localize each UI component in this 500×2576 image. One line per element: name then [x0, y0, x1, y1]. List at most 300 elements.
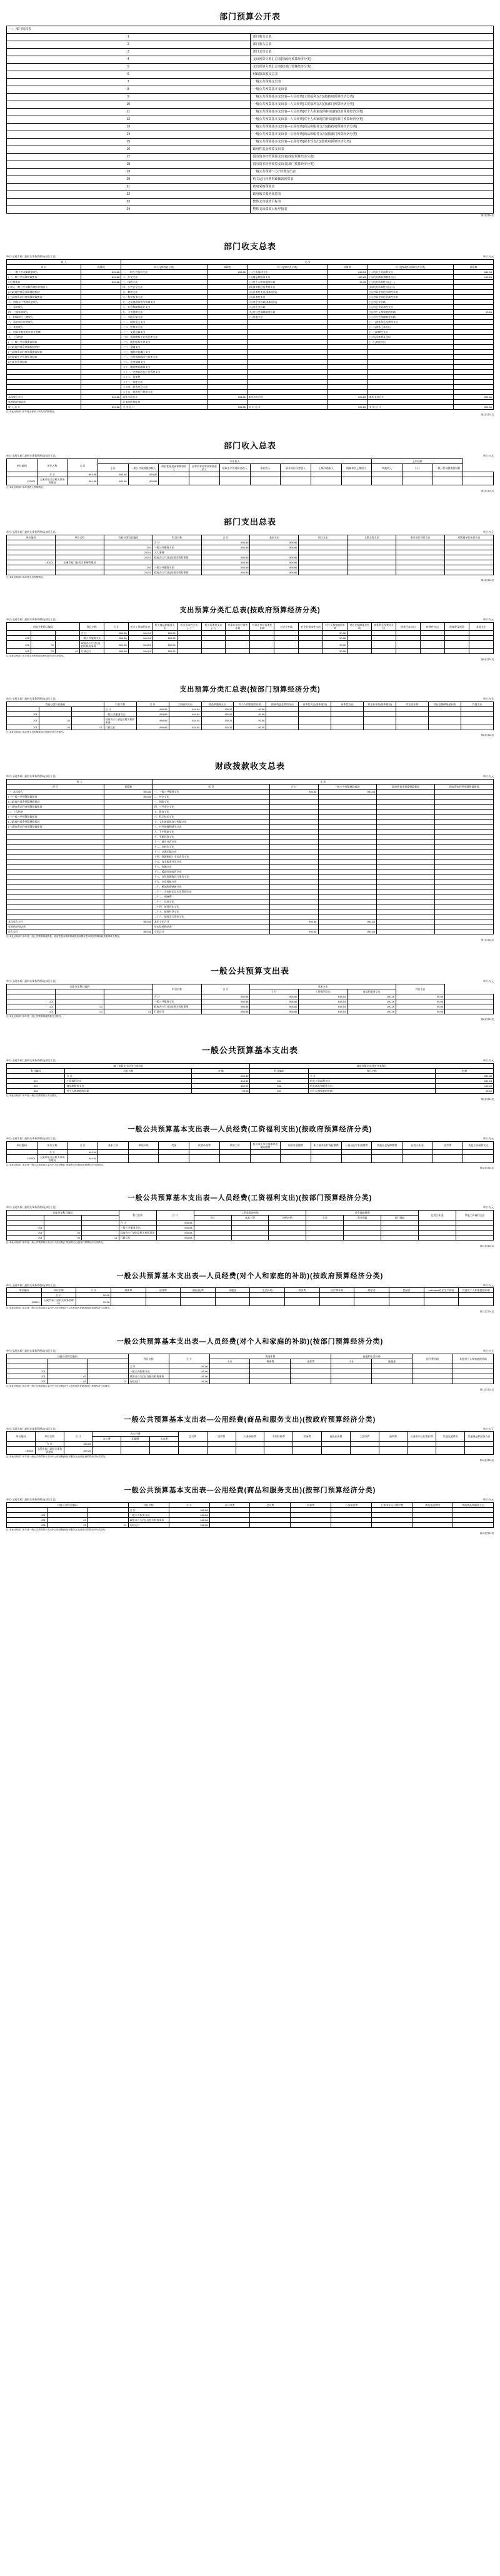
data-cell	[321, 1447, 350, 1455]
data-cell: 153001	[7, 1298, 42, 1306]
catalog-row-number: 24	[7, 206, 251, 214]
catalog-row-label[interactable]: 一般公共预算基本支出表—人员经费(工资福利支出)(按政府预算经济分类)	[250, 94, 494, 101]
data-cell	[209, 1507, 250, 1512]
table-row	[7, 999, 494, 1004]
unit-measure-t13: 单位:万元	[482, 1427, 494, 1430]
catalog-row[interactable]	[7, 161, 494, 169]
col-header: 合 计	[104, 623, 128, 631]
income-amount	[104, 810, 152, 815]
col-general-public-t6: 一般公共预算财政拨款	[318, 785, 376, 790]
gov-item: (十一)债务利息及费用支出	[368, 319, 453, 324]
empty-cell	[368, 349, 453, 354]
data-cell	[445, 550, 494, 555]
catalog-row-number: 11	[7, 109, 251, 116]
col-header: 对企业资本性支出	[299, 623, 323, 631]
catalog-row[interactable]	[7, 116, 494, 124]
data-cell: 894.86	[136, 711, 169, 716]
data-cell	[201, 641, 226, 649]
data-cell	[331, 711, 364, 716]
data-cell: 201	[7, 1512, 48, 1517]
col-header: 公务用车运行维护费	[372, 1502, 412, 1507]
gov-amount	[453, 284, 493, 289]
catalog-row[interactable]	[7, 64, 494, 71]
catalog-row-label[interactable]: 整体支出绩效目标表	[250, 199, 494, 206]
data-cell: 201	[7, 725, 39, 730]
data-cell: 894.86	[128, 472, 159, 477]
total-cell: 年初结转和结余	[7, 924, 104, 929]
col-header: 合 计	[201, 535, 250, 540]
data-cell	[88, 1517, 128, 1522]
data-cell	[452, 1369, 493, 1374]
data-cell	[291, 1369, 331, 1374]
section-spacer	[6, 1101, 494, 1117]
col-header: 医疗费补助	[319, 1288, 354, 1293]
empty-cell	[104, 879, 152, 884]
data-cell: 894.86	[250, 565, 299, 570]
col-header: 债务还本支出	[396, 623, 421, 631]
catalog-row[interactable]	[7, 94, 494, 101]
income-amount	[81, 314, 121, 319]
empty-cell	[328, 379, 368, 384]
data-cell	[299, 716, 331, 725]
catalog-row-label[interactable]: 一般公共预算基本支出表—人员经费(对个人和家庭的补助)(按政府预算经济分类)	[250, 109, 494, 116]
catalog-row-label[interactable]: 国有资本经营预算支出表(部门预算经济分类)	[250, 161, 494, 169]
expense-amount	[435, 899, 494, 904]
catalog-row[interactable]	[7, 191, 494, 199]
catalog-row-label[interactable]: 一般公共预算"三公"经费支出表	[250, 169, 494, 176]
data-cell	[71, 706, 104, 711]
expense-item: 十、节能环保支出	[152, 835, 269, 840]
table-meta-t12	[6, 1350, 494, 1353]
econ-amount	[328, 304, 368, 309]
gov-amount	[453, 299, 493, 304]
col-header: 劳务费	[293, 1432, 322, 1442]
catalog-row-label[interactable]: 一般公共预算基本支出表—公用经费(资本性支出)(按政府预算经济分类)	[250, 139, 494, 146]
income-item: 六、事业单位经营收入	[7, 319, 81, 324]
col-income-amount: 预算数	[81, 264, 121, 269]
table-row	[7, 339, 494, 344]
data-cell	[348, 545, 396, 550]
data-cell: 行政运行	[128, 1379, 169, 1384]
table-row	[7, 636, 494, 641]
expense-amount	[269, 864, 318, 869]
data-cell	[331, 725, 364, 730]
function-item: 二十四、债务付息支出	[121, 384, 207, 389]
empty-cell	[104, 884, 152, 889]
data-cell	[350, 1442, 379, 1447]
col-gov-amount: 预算数	[453, 264, 493, 269]
income-item: 一、本年收入	[7, 790, 104, 795]
data-cell: 玉溪市易门县机关事务管理局	[37, 1154, 68, 1162]
table-head-row	[7, 1141, 494, 1149]
data-cell	[445, 560, 494, 565]
table-meta-t11	[6, 1284, 494, 1287]
data-cell	[236, 1447, 264, 1455]
expense-amount	[435, 864, 494, 869]
catalog-row-number: 4	[7, 56, 251, 64]
data-cell	[396, 540, 445, 545]
catalog-row[interactable]	[7, 124, 494, 131]
col-header: 职业年金缴费	[281, 1141, 311, 1149]
data-cell	[396, 716, 429, 725]
col-gov-fund-t6: 政府性基金预算财政拨款	[377, 785, 435, 790]
total-cell	[453, 399, 493, 404]
expense-amount	[269, 899, 318, 904]
data-cell	[299, 649, 323, 654]
data-cell: 01	[55, 649, 79, 654]
table-row	[7, 379, 494, 384]
table-head-row	[7, 1432, 494, 1437]
catalog-row-number: 20	[7, 176, 251, 184]
data-cell	[341, 1154, 372, 1162]
table-page-t2: 第3页共24页	[481, 489, 494, 492]
catalog-row-label[interactable]: 一般公共预算基本支出表	[250, 86, 494, 94]
data-cell	[299, 565, 348, 570]
table-meta-t14	[6, 1499, 494, 1502]
data-cell	[331, 716, 364, 725]
data-cell	[331, 1512, 372, 1517]
income-amount: 894.86	[104, 795, 152, 800]
data-cell	[444, 636, 469, 641]
catalog-row[interactable]	[7, 49, 494, 56]
catalog-row[interactable]	[7, 169, 494, 176]
catalog-row[interactable]	[7, 34, 494, 41]
catalog-row-label[interactable]: 政府购买服务预算表	[250, 191, 494, 199]
col-header: 会议费	[178, 1432, 207, 1442]
econ-amount: 160.26	[328, 274, 368, 279]
data-cell	[348, 641, 372, 649]
data-cell	[231, 1231, 269, 1236]
data-cell	[250, 1522, 291, 1527]
table-row	[7, 914, 494, 919]
expense-amount	[435, 914, 494, 919]
data-cell: 20101	[104, 550, 152, 555]
data-cell: 644.54	[68, 1154, 98, 1162]
empty-cell	[104, 914, 152, 919]
data-cell	[293, 1447, 322, 1455]
catalog-row-label[interactable]: 一般公共预算基本支出表—公用经费(商品和服务支出)(按部门预算经济分类)	[250, 131, 494, 139]
table-row	[7, 1074, 494, 1079]
data-cell	[445, 999, 494, 1004]
table-row	[7, 864, 494, 869]
empty-cell	[247, 359, 327, 364]
table-total-row	[7, 394, 494, 399]
section-spacer	[6, 217, 494, 234]
col-header: 科目名称	[128, 1354, 169, 1364]
expense-amount	[435, 835, 494, 840]
table-row	[7, 631, 494, 636]
data-cell	[201, 649, 226, 654]
catalog-row-label[interactable]: 一般公共预算基本支出表—公用经费(商品和服务支出)(按政府预算经济分类)	[250, 124, 494, 131]
data-cell	[463, 472, 494, 477]
expense-amount	[377, 904, 435, 909]
data-cell: 644.54	[128, 649, 152, 654]
catalog-row[interactable]	[7, 56, 494, 64]
data-cell: 894.86	[98, 477, 129, 485]
data-cell	[412, 1374, 453, 1379]
expense-amount	[435, 805, 494, 810]
expense-amount	[318, 874, 376, 879]
data-cell	[7, 545, 56, 550]
data-cell	[396, 649, 421, 654]
table-page-t1: 第2页共24页	[481, 414, 494, 417]
data-cell: 一般公共服务支出	[152, 565, 201, 570]
data-cell	[55, 994, 104, 999]
expense-amount	[269, 805, 318, 810]
expense-item: 四、公共安全支出	[152, 805, 269, 810]
data-cell	[348, 565, 396, 570]
expense-amount	[435, 830, 494, 835]
data-cell	[274, 649, 299, 654]
data-cell: 644.54	[169, 711, 201, 716]
function-item: 十三、交通运输支出	[121, 329, 207, 334]
catalog-row-label[interactable]: 财政拨款收支总表	[250, 71, 494, 79]
data-cell	[372, 1522, 412, 1527]
data-cell	[364, 716, 396, 725]
data-cell	[231, 1236, 269, 1241]
data-cell	[364, 725, 396, 730]
data-cell	[215, 1293, 250, 1298]
function-amount	[207, 339, 247, 344]
section-spacer	[6, 1170, 494, 1186]
data-cell	[372, 631, 396, 636]
data-cell	[226, 631, 250, 636]
catalog-row[interactable]	[7, 184, 494, 191]
econ-item: (四)债务利息及费用支出	[247, 284, 327, 289]
data-cell	[461, 706, 493, 711]
income-amount	[81, 354, 121, 359]
expense-amount	[269, 904, 318, 909]
col-header: 机关资本性支出(二)	[201, 623, 226, 631]
empty-cell	[7, 869, 104, 874]
catalog-row[interactable]	[7, 71, 494, 79]
expense-amount	[377, 914, 435, 919]
expense-amount	[269, 909, 318, 914]
data-cell	[381, 1226, 419, 1231]
catalog-row-label[interactable]: 一般公共预算基本支出表—人员经费(对个人和家庭的补助)(按部门预算经济分类)	[250, 116, 494, 124]
expense-amount	[377, 850, 435, 855]
empty-cell	[7, 374, 81, 379]
data-cell	[55, 565, 104, 570]
data-cell	[92, 1447, 121, 1455]
function-item: 十九、住房保障支出	[121, 359, 207, 364]
total-cell: 本年支出合计	[121, 394, 207, 399]
col-header: 对附属单位补助支出	[445, 535, 494, 540]
function-item: 二十五、债务发行费用支出	[121, 389, 207, 394]
table-title-t6: 财政拨款收支总表	[214, 761, 285, 771]
col-header: 单位名称	[37, 459, 68, 472]
table-row	[7, 1369, 494, 1374]
data-cell: 160.26	[201, 711, 234, 716]
data-cell	[465, 1442, 494, 1447]
data-cell	[209, 1374, 250, 1379]
data-cell	[47, 1507, 88, 1512]
econ-amount	[328, 284, 368, 289]
subcol-header: 基本工资	[231, 1216, 269, 1221]
catalog-row-label[interactable]: 一般公共预算支出表	[250, 79, 494, 86]
total-cell: 894.86	[81, 394, 121, 399]
econ-amount: 644.54	[328, 269, 368, 274]
table-row	[7, 314, 494, 319]
col-header: 功能分类科目编码	[7, 1354, 129, 1359]
data-cell: 160.26	[201, 716, 234, 725]
gov-amount	[453, 289, 493, 294]
expense-amount	[269, 815, 318, 820]
data-cell: 894.86	[435, 1074, 494, 1079]
data-cell	[189, 1149, 220, 1154]
table-head-row	[7, 1211, 494, 1216]
unit-measure-t9: 单位:万元	[482, 1136, 494, 1140]
expense-amount	[377, 874, 435, 879]
data-cell	[47, 1364, 88, 1369]
catalog-row-label[interactable]: 一般公共预算基本支出表—人员经费(工资福利支出)(按部门预算经济分类)	[250, 101, 494, 109]
function-item: 十六、金融支出	[121, 344, 207, 349]
empty-cell	[7, 835, 104, 840]
catalog-row-label[interactable]: 整体支出绩效目标申报表	[250, 206, 494, 214]
data-cell: 201	[7, 1236, 44, 1241]
catalog-row-label[interactable]: 部门支出总表	[250, 49, 494, 56]
catalog-row[interactable]	[7, 109, 494, 116]
data-cell: 644.54	[169, 716, 201, 725]
subcol-header	[47, 1359, 88, 1364]
data-cell	[331, 706, 364, 711]
catalog-row[interactable]	[7, 176, 494, 184]
expense-item: 三、国防支出	[152, 800, 269, 805]
function-item: 二十、粮油物资储备支出	[121, 364, 207, 369]
table-row	[7, 1084, 494, 1089]
table-page-t10: 第11页共24页	[479, 1244, 494, 1247]
catalog-table	[6, 26, 494, 214]
data-cell: 合 计	[152, 994, 201, 999]
catalog-row-label[interactable]: 政府采购预算表	[250, 184, 494, 191]
subcol-header: 小计	[306, 1216, 344, 1221]
col-header: 其他支出	[461, 701, 493, 706]
col-header: 转移性支出	[420, 623, 444, 631]
data-cell	[311, 472, 341, 477]
data-cell	[7, 570, 56, 575]
catalog-row[interactable]	[7, 79, 494, 86]
table-row	[7, 1079, 494, 1084]
catalog-row-label[interactable]: 国有资本经营预算支出表(政府预算经济分类)	[250, 154, 494, 161]
catalog-row[interactable]	[7, 41, 494, 49]
table-meta-t6	[6, 775, 494, 778]
data-cell: 政府办公厅(室)及相关机构事务	[119, 1231, 156, 1236]
function-amount	[207, 294, 247, 299]
col-header: 合 计	[169, 1354, 209, 1364]
data-cell: 工资福利支出	[65, 1079, 192, 1084]
catalog-row[interactable]	[7, 101, 494, 109]
data-cell: 644.54	[169, 706, 201, 711]
expense-amount	[377, 855, 435, 859]
data-cell	[344, 1226, 381, 1231]
data-cell	[420, 641, 444, 649]
data-cell	[432, 1149, 463, 1154]
table-row	[7, 1293, 494, 1298]
catalog-row[interactable]	[7, 139, 494, 146]
data-cell	[266, 711, 299, 716]
section-spacer	[6, 1462, 494, 1479]
table-total-row	[7, 919, 494, 924]
catalog-row-label[interactable]: 政府性基金预算支出表	[250, 146, 494, 154]
expense-item: 十四、资源勘探工业信息等支出	[152, 855, 269, 859]
data-cell: 160.26	[64, 1447, 92, 1455]
function-amount	[207, 289, 247, 294]
subcol-header: 小计	[98, 464, 129, 472]
data-cell	[348, 555, 396, 560]
data-cell	[150, 1447, 179, 1455]
table-row	[7, 369, 494, 374]
catalog-row[interactable]	[7, 206, 494, 214]
data-cell	[264, 1442, 293, 1447]
data-cell: 894.86	[201, 994, 250, 999]
data-cell	[299, 725, 331, 730]
catalog-row[interactable]	[7, 146, 494, 154]
table-title-t1: 部门收支总表	[223, 242, 276, 251]
empty-cell	[368, 389, 453, 394]
gov-item: (四)机关资本性支出(二)	[368, 284, 453, 289]
table-page-t11: 第12页共24页	[479, 1310, 494, 1314]
data-cell	[150, 1442, 179, 1447]
data-cell	[177, 631, 201, 636]
catalog-row-label[interactable]: 部门收入总表	[250, 41, 494, 49]
empty-cell	[328, 354, 368, 359]
data-cell: 644.54	[169, 725, 201, 730]
data-cell	[39, 711, 71, 716]
col-header: 基本工资	[98, 1141, 129, 1149]
data-cell	[7, 1507, 48, 1512]
data-cell	[7, 472, 38, 477]
expense-amount	[435, 909, 494, 914]
subcol-header: 商品和服务支出	[348, 989, 396, 994]
data-cell	[463, 1149, 494, 1154]
data-cell	[420, 636, 444, 641]
data-cell: 合 计	[79, 631, 104, 636]
data-cell	[159, 1154, 189, 1162]
empty-cell	[368, 364, 453, 369]
data-cell	[281, 472, 311, 477]
data-cell	[396, 560, 445, 565]
table-row	[7, 334, 494, 339]
catalog-row-label[interactable]: 机关运行经费财政拨款预算表	[250, 176, 494, 184]
catalog-row[interactable]	[7, 199, 494, 206]
table-note-t5: 注:本表反映部门本年度支出预算按部门预算经济分类情况。	[6, 730, 66, 733]
total-cell: 894.86	[328, 404, 368, 409]
subcol-header	[81, 1216, 119, 1221]
table-row	[7, 1522, 494, 1527]
catalog-row[interactable]	[7, 131, 494, 139]
catalog-row[interactable]	[7, 86, 494, 94]
catalog-row-label[interactable]: 部门收支总表	[250, 34, 494, 41]
catalog-row[interactable]	[7, 154, 494, 161]
data-cell	[299, 545, 348, 550]
data-cell	[319, 1298, 354, 1306]
data-cell	[250, 636, 274, 641]
data-cell	[341, 477, 372, 485]
total-cell: 894.86	[453, 394, 493, 399]
catalog-row-label[interactable]: 支出预算分类汇总表(按政府预算经济分类)	[250, 56, 494, 64]
data-cell	[331, 1517, 372, 1522]
expense-amount	[269, 840, 318, 845]
data-cell	[250, 1074, 308, 1079]
catalog-row-label[interactable]: 支出预算分类汇总表(按部门预算经济分类)	[250, 64, 494, 71]
data-cell	[299, 636, 323, 641]
data-cell: 201	[7, 1231, 44, 1236]
data-cell: 合 计	[308, 1074, 435, 1079]
data-cell	[201, 550, 250, 555]
total-cell	[247, 399, 327, 404]
empty-cell	[7, 855, 104, 859]
table-row	[7, 1364, 494, 1369]
